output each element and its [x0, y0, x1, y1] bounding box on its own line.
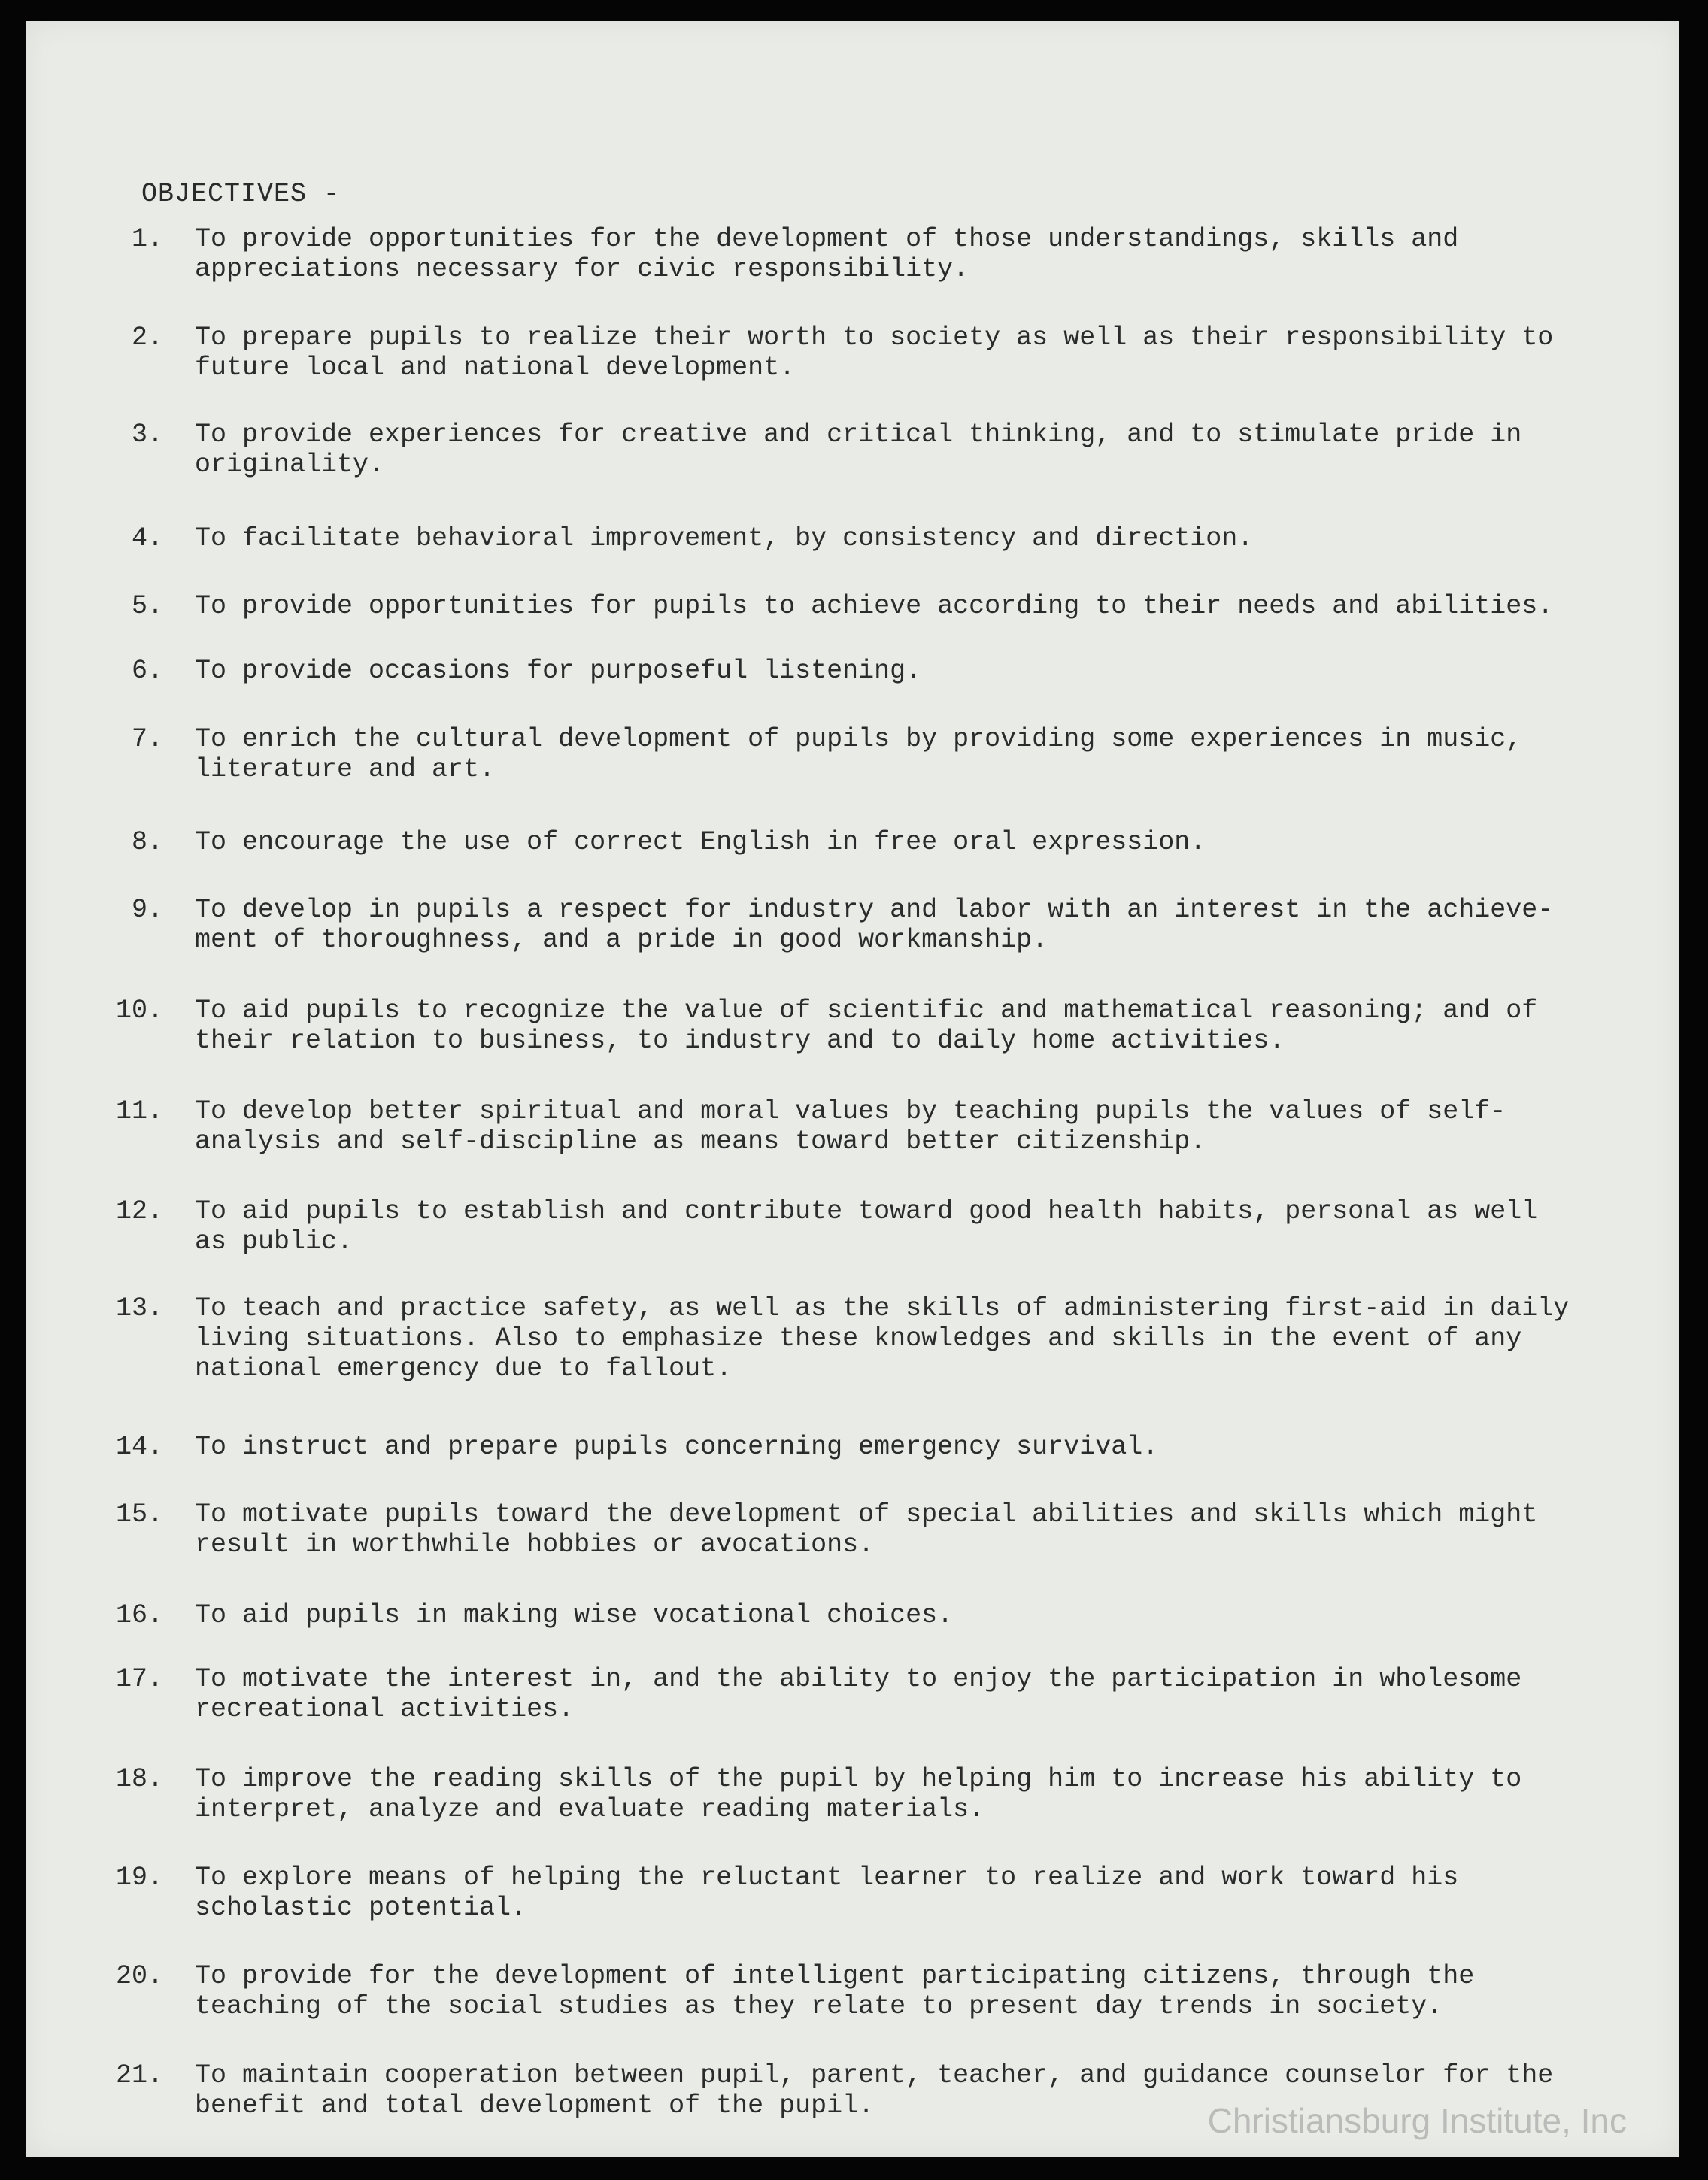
item-number: 8.	[131, 827, 163, 857]
item-number: 5.	[131, 591, 163, 621]
item-number: 4.	[131, 523, 163, 553]
item-text: To encourage the use of correct English in free oral expression.	[195, 827, 1206, 857]
item-text: To improve the reading skills of the pupil by helping him to increase his ability to interpret, analyze and evaluate reading materials.	[195, 1764, 1522, 1824]
item-number: 13.	[115, 1293, 163, 1323]
item-number: 10.	[115, 996, 163, 1026]
item-text: To motivate the interest in, and the ability to enjoy the participation in wholesome recreational activities.	[195, 1664, 1522, 1724]
item-text: To instruct and prepare pupils concerning emergency survival.	[195, 1432, 1159, 1462]
item-text: To provide occasions for purposeful listening.	[195, 656, 922, 686]
item-number: 19.	[115, 1863, 163, 1893]
item-number: 15.	[115, 1499, 163, 1530]
item-number: 11.	[115, 1096, 163, 1126]
item-number: 18.	[115, 1764, 163, 1794]
item-number: 7.	[131, 724, 163, 754]
item-text: To prepare pupils to realize their worth to society as well as their responsibility to future local and national development.	[195, 323, 1554, 383]
document-page	[26, 21, 1679, 2157]
item-number: 3.	[131, 420, 163, 450]
item-text: To aid pupils to establish and contribute toward good health habits, personal as well as public.	[195, 1196, 1538, 1257]
item-number: 21.	[115, 2060, 163, 2091]
item-number: 20.	[115, 1961, 163, 1991]
item-number: 2.	[131, 323, 163, 353]
item-text: To aid pupils in making wise vocational choices.	[195, 1600, 954, 1630]
item-text: To develop better spiritual and moral values by teaching pupils the values of self- analysis and self-discipline as means toward better citizenship.	[195, 1096, 1506, 1157]
item-text: To teach and practice safety, as well as the skills of administering first-aid in daily living situations. Also to emphasize these knowledges and skills in the event of any national emergency due to fallout.	[195, 1293, 1570, 1384]
item-text: To provide experiences for creative and critical thinking, and to stimulate pride in originality.	[195, 420, 1522, 480]
item-text: To provide for the development of intelligent participating citizens, through the teaching of the social studies as they relate to present day trends in society.	[195, 1961, 1475, 2021]
item-number: 14.	[115, 1432, 163, 1462]
item-text: To facilitate behavioral improvement, by consistency and direction.	[195, 523, 1254, 553]
item-number: 16.	[115, 1600, 163, 1630]
item-text: To maintain cooperation between pupil, parent, teacher, and guidance counselor for the benefit and total development of the pupil.	[195, 2060, 1554, 2121]
item-text: To enrich the cultural development of pupils by providing some experiences in music, literature and art.	[195, 724, 1522, 784]
item-text: To develop in pupils a respect for industry and labor with an interest in the achieve- ment of thoroughness, and a pride in good workmanship.	[195, 895, 1554, 955]
page-heading: OBJECTIVES -	[141, 179, 341, 209]
item-text: To aid pupils to recognize the value of scientific and mathematical reasoning; and of their relation to business, to industry and to daily home activities.	[195, 996, 1538, 1056]
item-number: 12.	[115, 1196, 163, 1226]
item-text: To provide opportunities for pupils to achieve according to their needs and abilities.	[195, 591, 1554, 621]
watermark: Christiansburg Institute, Inc	[1207, 2101, 1627, 2140]
item-number: 17.	[115, 1664, 163, 1694]
item-text: To explore means of helping the reluctant learner to realize and work toward his scholastic potential.	[195, 1863, 1459, 1923]
item-text: To motivate pupils toward the development of special abilities and skills which might result in worthwhile hobbies or avocations.	[195, 1499, 1538, 1560]
item-number: 6.	[131, 656, 163, 686]
item-text: To provide opportunities for the development of those understandings, skills and appreciations necessary for civic responsibility.	[195, 224, 1459, 284]
item-number: 9.	[131, 895, 163, 925]
item-number: 1.	[131, 224, 163, 254]
